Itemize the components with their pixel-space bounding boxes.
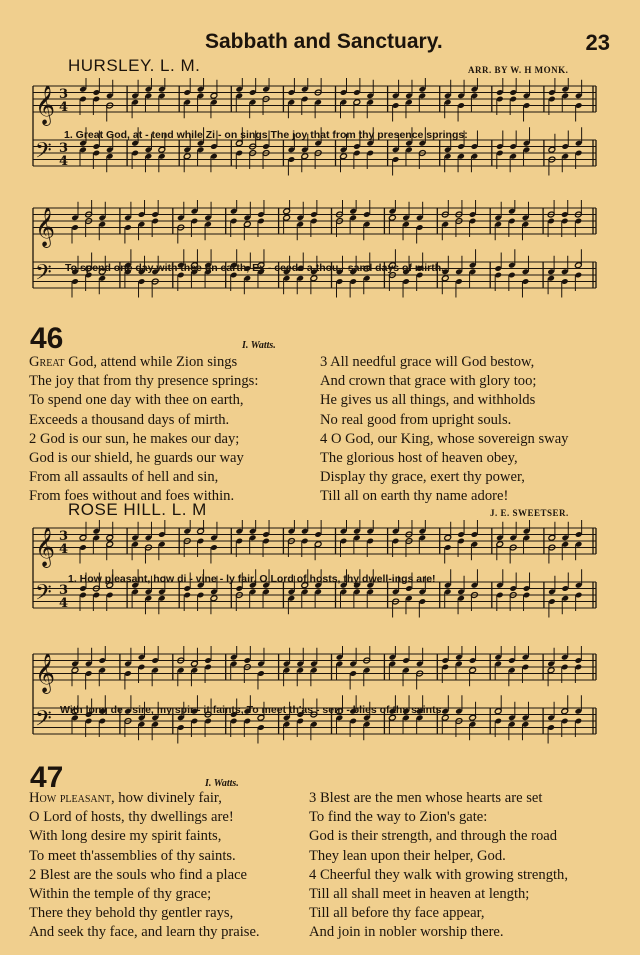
verse-stanza xyxy=(29,866,309,943)
verse-line: And seek thy face, and learn thy praise. xyxy=(29,924,260,941)
verse-line: No real good from upright souls. xyxy=(320,411,512,428)
verse-line: And crown that grace with glory too; xyxy=(320,373,537,390)
time-signature-3-4-icon: 3 xyxy=(59,141,69,156)
time-signature-3-4-icon: 4 xyxy=(59,100,69,115)
verse-line: 3 All needful grace will God bestow, xyxy=(320,354,535,370)
verse-column-right xyxy=(320,353,610,507)
verse-stanza xyxy=(29,789,309,866)
time-signature-3-4-icon: 4 xyxy=(59,154,69,169)
treble-clef-icon: 𝄞 xyxy=(35,207,56,247)
verse-line: God is our shield, he guards our way xyxy=(29,450,244,467)
verse-stanza xyxy=(320,430,610,507)
verse-line: God is their strength, and through the road xyxy=(309,828,558,845)
treble-staff xyxy=(33,654,596,680)
tune-name-hursley: HURSLEY. L. M. xyxy=(68,56,201,75)
verse-line: To meet th'assemblies of thy saints. xyxy=(29,847,236,864)
treble-clef-icon: 𝄞 xyxy=(35,85,56,125)
verse-line: There they behold thy gentler rays, xyxy=(29,905,234,922)
verse-line: Till all before thy face appear, xyxy=(309,905,485,922)
hymn-author: I. Watts. xyxy=(242,340,276,351)
verse-line: To find the way to Zion's gate: xyxy=(309,809,488,826)
verse-line: How pleasant, how divinely fair, xyxy=(29,790,222,806)
lyric-underlay: 1. How pleasant, how di - vine - ly fair, O Lord of hosts, thy dwell-ings are! xyxy=(68,573,436,585)
verse-line: And join in nobler worship there. xyxy=(309,924,504,941)
tune-name-rose-hill: ROSE HILL. L. M xyxy=(68,500,207,519)
verse-line: O Lord of hosts, thy dwellings are! xyxy=(29,809,234,826)
verse-line: They lean upon their helper, God. xyxy=(309,847,506,864)
arranger-credit: J. E. SWEETSER. xyxy=(490,508,569,518)
verse-stanza xyxy=(309,789,609,866)
bass-staff xyxy=(33,582,596,608)
bass-clef-icon: 𝄢 xyxy=(35,706,52,737)
lyric-underlay: With long de - sire, my spir - it faints, To meet th'as - sem - blies of thy saints. xyxy=(60,704,445,716)
verse-stanza xyxy=(29,430,304,507)
verse-line: To spend one day with thee on earth, xyxy=(29,392,244,409)
bass-clef-icon: 𝄢 xyxy=(35,580,52,611)
verse-column-left xyxy=(29,353,304,507)
verse-first-word: How pleasant xyxy=(29,790,111,806)
verse-first-word: Great xyxy=(29,354,65,370)
time-signature-3-4-icon: 3 xyxy=(59,87,69,102)
time-signature-3-4-icon: 4 xyxy=(59,542,69,557)
verse-stanza xyxy=(29,353,304,430)
verse-line: The glorious host of heaven obey, xyxy=(320,450,518,467)
verse-line: With long desire my spirit faints, xyxy=(29,828,222,845)
hymn-number: 47 xyxy=(30,761,64,794)
verse-column-right xyxy=(309,789,609,943)
verse-line: 4 O God, our King, whose sovereign sway xyxy=(320,430,569,447)
verse-line: Great God, attend while Zion sings xyxy=(29,354,238,370)
verse-line: Display thy grace, exert thy power, xyxy=(320,469,525,486)
treble-clef-icon: 𝄞 xyxy=(35,527,56,567)
hymn-author: I. Watts. xyxy=(205,778,239,789)
verse-column-left xyxy=(29,789,309,943)
arranger-credit: ARR. BY W. H MONK. xyxy=(468,65,569,75)
treble-clef-icon: 𝄞 xyxy=(35,653,56,693)
verse-line: Within the temple of thy grace; xyxy=(29,886,212,903)
verse-line: Till all on earth thy name adore! xyxy=(320,488,509,505)
verse-line: He gives us all things, and withholds xyxy=(320,392,536,409)
page-number: 23 xyxy=(585,30,610,55)
verse-line: The joy that from thy presence springs: xyxy=(29,373,259,390)
bass-clef-icon: 𝄢 xyxy=(35,138,52,169)
bass-clef-icon: 𝄢 xyxy=(35,260,52,291)
verse-line: Till all shall meet in heaven at length; xyxy=(309,886,530,903)
verse-line: 2 God is our sun, he makes our day; xyxy=(29,430,240,447)
verse-stanza xyxy=(320,353,610,430)
lyric-underlay: To spend one day with thee on earth, Ex - ceeds a thou - sand days of mirth. xyxy=(65,262,445,274)
time-signature-3-4-icon: 3 xyxy=(59,529,69,544)
lyric-underlay: 1. Great God, at - tend while Zi - on sings The joy that from thy presence springs: xyxy=(64,129,468,141)
verse-line: From all assaults of hell and sin, xyxy=(29,469,219,486)
verse-line: 2 Blest are the souls who find a place xyxy=(29,866,248,883)
verse-line: From foes without and foes within. xyxy=(29,488,235,505)
time-signature-3-4-icon: 3 xyxy=(59,583,69,598)
time-signature-3-4-icon: 4 xyxy=(59,596,69,611)
verse-line: 4 Cheerful they walk with growing strength, xyxy=(309,866,568,883)
section-title: Sabbath and Sanctuary. xyxy=(205,30,443,53)
verse-line: 3 Blest are the men whose hearts are set xyxy=(309,790,543,806)
verse-stanza xyxy=(309,866,609,943)
verse-line: Exceeds a thousand days of mirth. xyxy=(29,411,230,428)
hymn-number: 46 xyxy=(30,322,64,355)
